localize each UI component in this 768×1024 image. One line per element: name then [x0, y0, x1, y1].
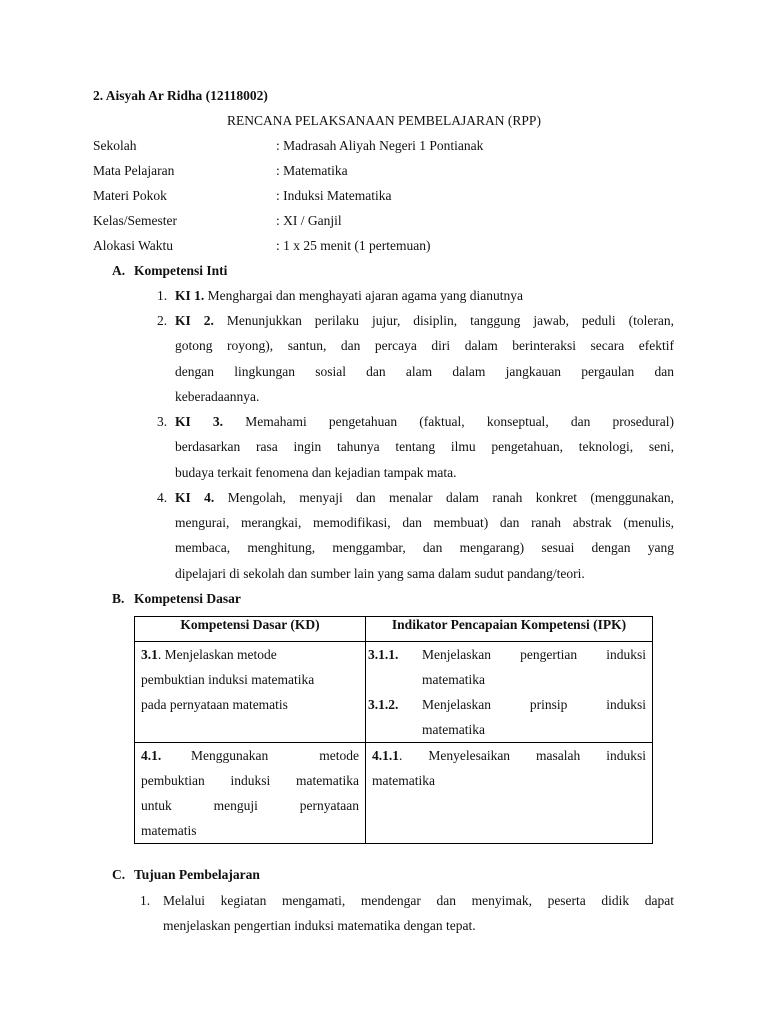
kd-text: pembuktian induksi matematika — [141, 773, 359, 788]
author-line: 2. Aisyah Ar Ridha (12118002) — [93, 88, 268, 103]
ki-code: KI 3. — [175, 414, 224, 429]
ipk-code: 4.1.1 — [372, 748, 399, 763]
list-number: 3. — [157, 414, 168, 429]
ipk-cell — [366, 642, 653, 743]
table-header-row — [135, 617, 653, 642]
table-header-ipk: Indikator Pencapaian Kompetensi (IPK) — [366, 617, 653, 642]
section-c-heading: Tujuan Pembelajaran — [134, 867, 260, 882]
ki-text: budaya terkait fenomena dan kejadian tampak mata. — [175, 465, 457, 480]
kd-code: 3.1 — [141, 647, 158, 662]
ki-text: berdasarkan rasa ingin tahunya tentang ilmu pengetahuan, teknologi, seni, — [175, 439, 674, 454]
list-number: 1. — [140, 893, 151, 908]
section-a-letter: A. — [112, 263, 126, 278]
ipk-cell — [366, 743, 653, 844]
ki-text: keberadaannya. — [175, 389, 260, 404]
kd-text: pembuktian induksi matematika — [141, 672, 315, 687]
ipk-code: 3.1.1. — [368, 647, 399, 662]
kd-text: untuk menguji pernyataan — [141, 798, 359, 813]
list-number: 4. — [157, 490, 168, 505]
table-row — [135, 743, 653, 844]
section-a-heading: Kompetensi Inti — [134, 263, 228, 278]
kd-cell — [135, 743, 366, 844]
identity-value: : XI / Ganjil — [276, 213, 342, 228]
kd-table — [134, 616, 653, 844]
ki-text: Menghargai dan menghayati ajaran agama yang dianutnya — [207, 288, 524, 303]
ipk-code: 3.1.2. — [368, 697, 399, 712]
identity-label: Alokasi Waktu — [93, 238, 174, 253]
ipk-text: matematika — [422, 672, 485, 687]
ki-text: mengurai, merangkai, memodifikasi, dan membuat) dan ranah abstrak (menulis, — [175, 515, 674, 530]
kd-text: . Menjelaskan metode — [157, 647, 277, 662]
objective-text: Melalui kegiatan mengamati, mendengar dan menyimak, peserta didik dapat — [163, 893, 674, 908]
page-title: RENCANA PELAKSANAAN PEMBELAJARAN (RPP) — [227, 113, 541, 128]
ipk-text: matematika — [372, 773, 435, 788]
ki-code: KI 4. — [175, 490, 215, 505]
kd-text: Menggunakan metode — [191, 748, 359, 763]
section-b-heading: Kompetensi Dasar — [134, 591, 241, 606]
identity-label: Materi Pokok — [93, 188, 167, 203]
ki-text: dipelajari di sekolah dan sumber lain yang sama dalam sudut pandang/teori. — [175, 566, 585, 581]
identity-label: Sekolah — [93, 138, 137, 153]
kd-text: matematis — [141, 823, 197, 838]
identity-value: : 1 x 25 menit (1 pertemuan) — [276, 238, 431, 253]
table-header-kd: Kompetensi Dasar (KD) — [135, 617, 366, 642]
identity-value: : Induksi Matematika — [276, 188, 392, 203]
ipk-text: Menjelaskan pengertian induksi — [422, 647, 646, 662]
ipk-text: matematika — [422, 722, 485, 737]
identity-value: : Matematika — [276, 163, 348, 178]
ki-text: Mengolah, menyaji dan menalar dalam ranah konkret (menggunakan, — [227, 490, 674, 505]
identity-label: Mata Pelajaran — [93, 163, 175, 178]
ki-code: KI 1. — [175, 288, 205, 303]
kd-code: 4.1. — [141, 748, 162, 763]
ki-text: membaca, menghitung, menggambar, dan mengarang) sesuai dengan yang — [175, 540, 674, 555]
table-row — [135, 642, 653, 743]
objective-text: menjelaskan pengertian induksi matematika dengan tepat. — [163, 918, 476, 933]
kd-cell — [135, 642, 366, 743]
ki-text: dengan lingkungan sosial dan alam dalam jangkauan pergaulan dan — [175, 364, 674, 379]
section-c-letter: C. — [112, 867, 126, 882]
identity-label: Kelas/Semester — [93, 213, 177, 228]
list-number: 2. — [157, 313, 168, 328]
kd-text: pada pernyataan matematis — [141, 697, 288, 712]
ki-text: Menunjukkan perilaku jujur, disiplin, tanggung jawab, peduli (toleran, — [226, 313, 674, 328]
identity-value: : Madrasah Aliyah Negeri 1 Pontianak — [276, 138, 484, 153]
ipk-text: . Menyelesaikan masalah induksi — [399, 748, 646, 763]
list-number: 1. — [157, 288, 168, 303]
ipk-text: Menjelaskan prinsip induksi — [422, 697, 646, 712]
ki-text: Memahami pengetahuan (faktual, konseptual, dan prosedural) — [245, 414, 675, 429]
section-b-letter: B. — [112, 591, 125, 606]
ki-code: KI 2. — [175, 313, 214, 328]
ki-text: gotong royong), santun, dan percaya diri dalam berinteraksi secara efektif — [175, 338, 674, 353]
